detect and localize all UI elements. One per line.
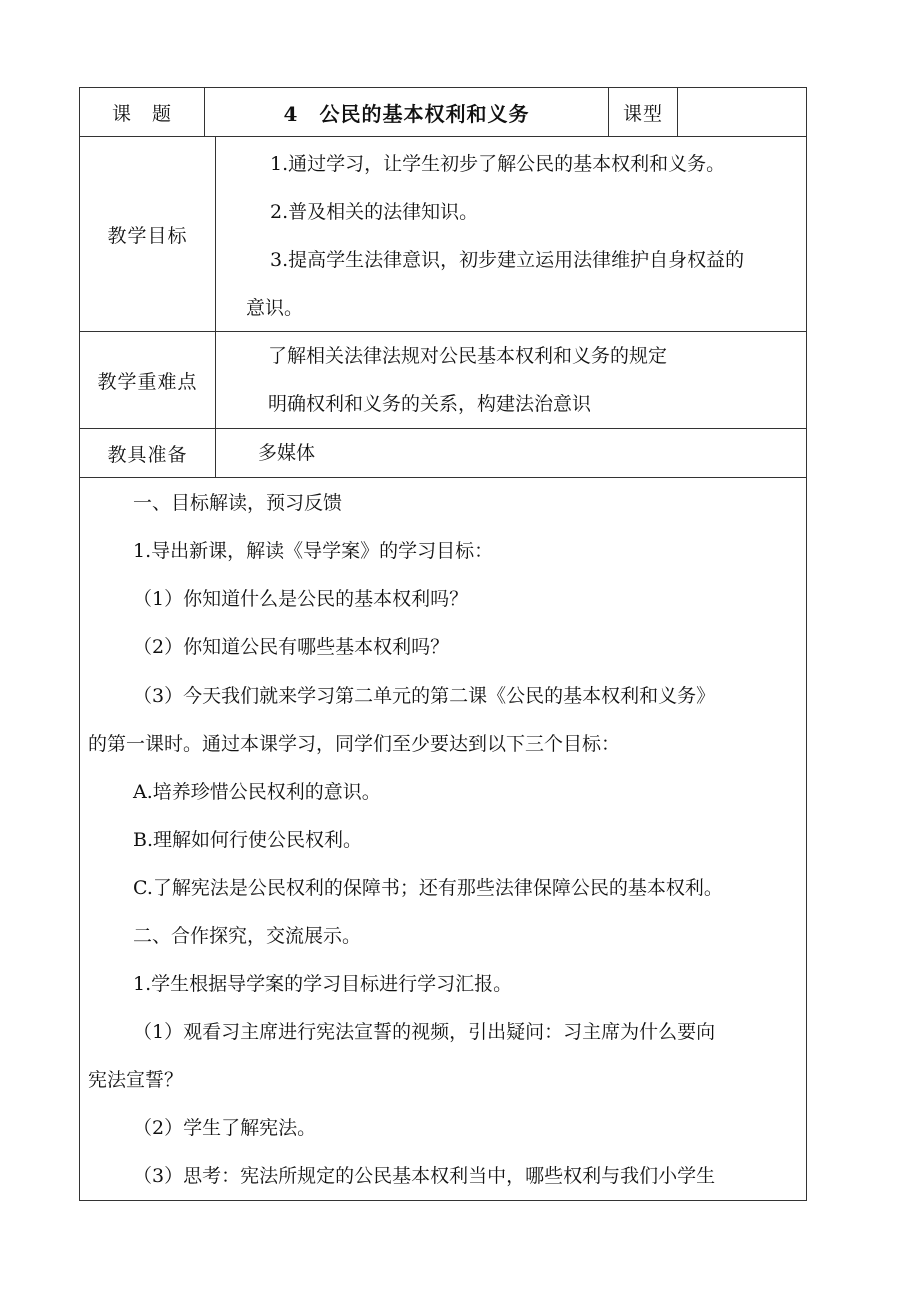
objective-line: 3.提高学生法律意识，初步建立运用法律维护自身权益的 (270, 249, 745, 271)
process-line: （3）思考：宪法所规定的公民基本权利当中，哪些权利与我们小学生 (133, 1165, 716, 1187)
objective-line: 2.普及相关的法律知识。 (270, 201, 479, 223)
key-points-content-cell (215, 331, 807, 429)
topic-label-cell (79, 87, 205, 137)
objective-line: 意识。 (246, 297, 304, 319)
materials-label: 教具准备 (107, 443, 188, 466)
process-line: （1）你知道什么是公民的基本权利吗？ (133, 588, 469, 610)
lesson-title: 4 公民的基本权利和义务 (283, 101, 530, 126)
process-line: 1.学生根据导学案的学习目标进行学习汇报。 (133, 973, 513, 995)
process-line: （3）今天我们就来学习第二单元的第二课《公民的基本权利和义务》 (133, 685, 716, 707)
topic-label: 课 题 (111, 102, 172, 125)
process-line: C.了解宪法是公民权利的保障书；还有那些法律保障公民的基本权利。 (133, 877, 723, 899)
key-points-label: 教学重难点 (97, 370, 198, 393)
type-label-cell (608, 87, 678, 137)
key-point-line: 明确权利和义务的关系，构建法治意识 (268, 393, 592, 415)
key-points-label-cell (79, 331, 216, 429)
objectives-label-cell (79, 136, 216, 332)
objective-line: 1.通过学习，让学生初步了解公民的基本权利和义务。 (270, 153, 726, 175)
process-line: A.培养珍惜公民权利的意识。 (133, 781, 381, 803)
type-value-cell (677, 87, 807, 137)
process-line: （2）学生了解宪法。 (133, 1117, 317, 1139)
process-line: B.理解如何行使公民权利。 (133, 829, 363, 851)
process-line: （2）你知道公民有哪些基本权利吗？ (133, 636, 450, 658)
process-line: 1.导出新课，解读《导学案》的学习目标： (133, 540, 494, 562)
title-cell (204, 87, 609, 137)
process-line: 二、合作探究，交流展示。 (133, 925, 362, 947)
materials-value: 多媒体 (258, 442, 316, 464)
process-line: （1）观看习主席进行宪法宣誓的视频，引出疑问：习主席为什么要向 (133, 1021, 716, 1043)
objectives-content-cell (215, 136, 807, 332)
objectives-label: 教学目标 (107, 224, 188, 247)
materials-label-cell (79, 428, 216, 478)
process-line: 宪法宣誓？ (88, 1069, 184, 1091)
key-point-line: 了解相关法律法规对公民基本权利和义务的规定 (268, 345, 668, 367)
materials-content-cell (215, 428, 807, 478)
type-label: 课型 (622, 102, 663, 125)
process-cell (79, 477, 807, 1201)
process-line: 一、目标解读，预习反馈 (133, 492, 343, 514)
process-line: 的第一课时。通过本课学习，同学们至少要达到以下三个目标： (88, 733, 621, 755)
